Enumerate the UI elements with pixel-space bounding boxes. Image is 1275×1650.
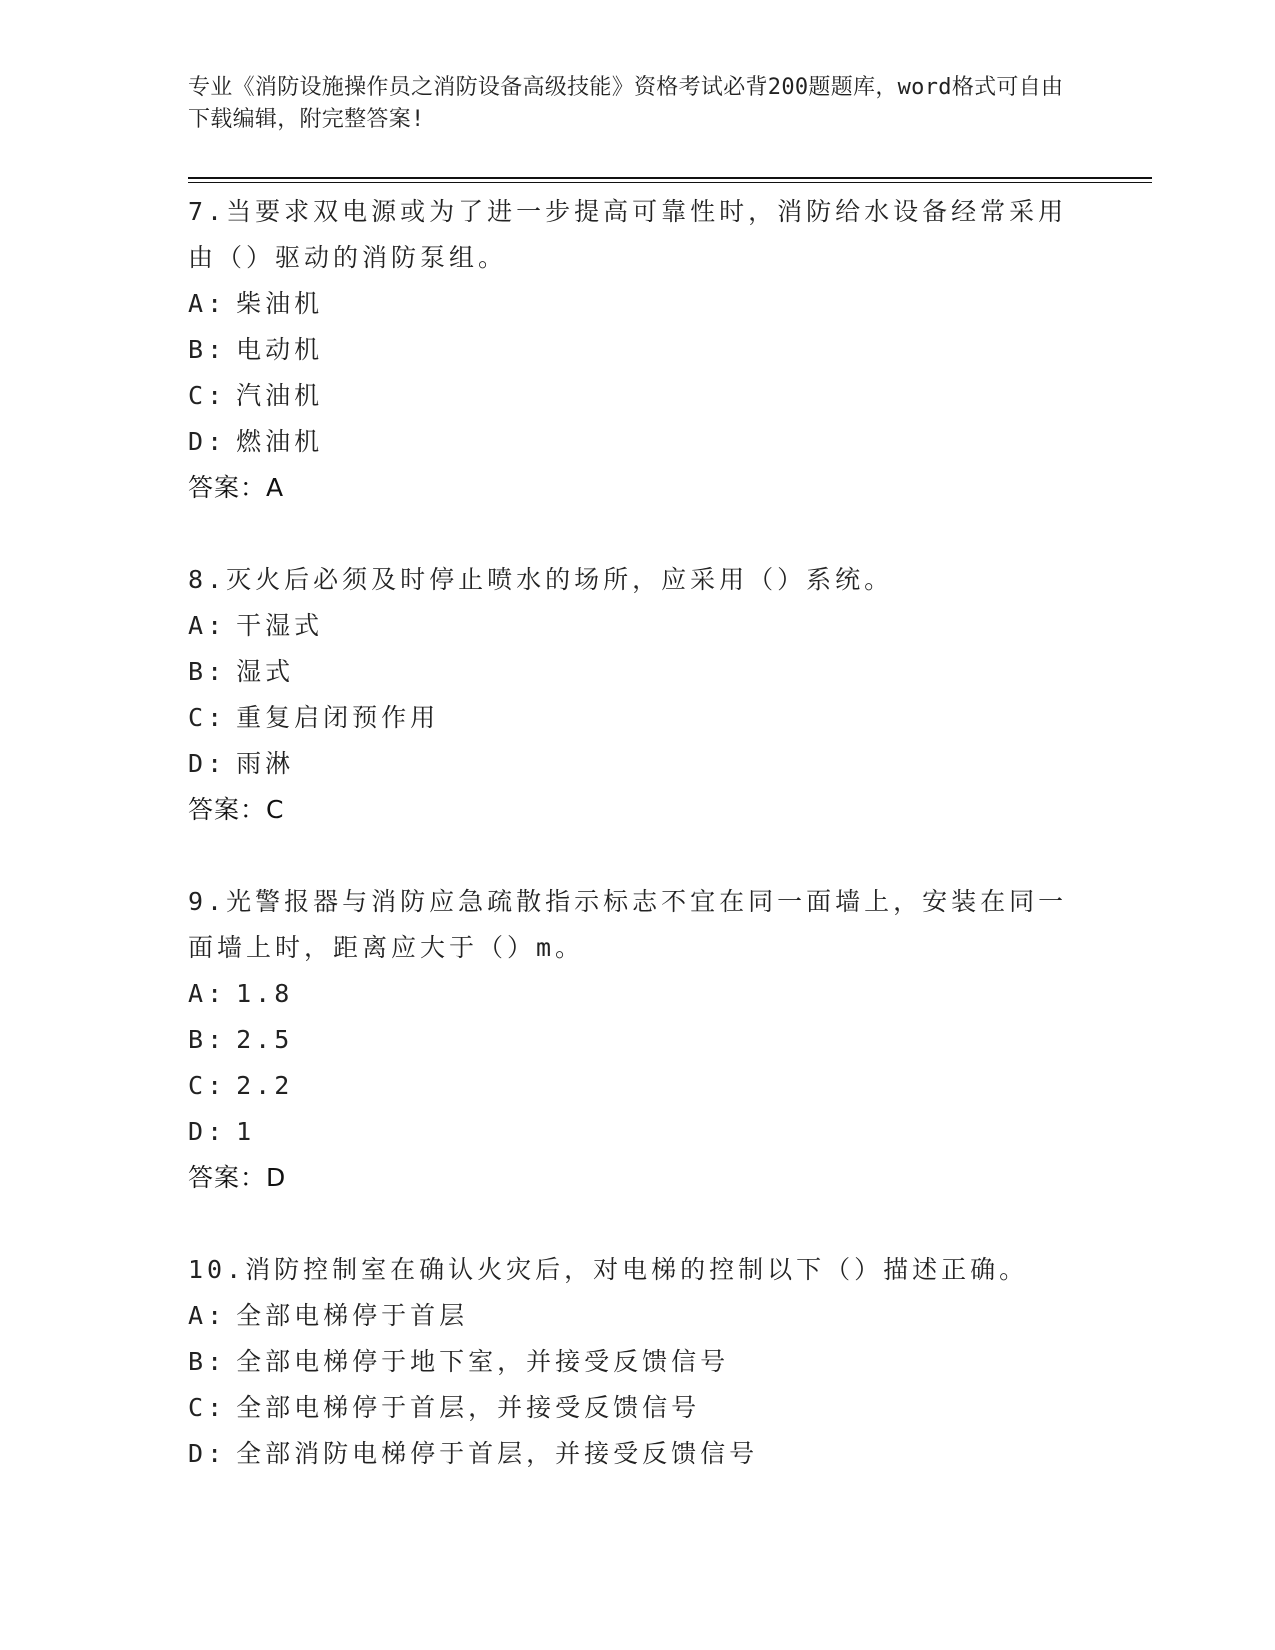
- option-text: 全部电梯停于首层: [236, 1301, 469, 1330]
- option-text: 雨淋: [236, 749, 295, 778]
- option-text: 1.8: [236, 979, 294, 1008]
- option-b: [188, 1339, 1088, 1385]
- option-separator: :: [207, 289, 227, 318]
- option-text: 干湿式: [236, 611, 324, 640]
- question-number: 9.: [188, 887, 227, 916]
- option-d: [188, 741, 1088, 787]
- answer-line: 答案：A: [188, 473, 285, 502]
- document-header: 专业《消防设施操作员之消防设备高级技能》资格考试必背200题题库，word格式可自由下载编辑，附完整答案!: [188, 75, 1064, 132]
- option-letter: B: [188, 657, 208, 686]
- option-letter: C: [188, 1071, 208, 1100]
- option-separator: :: [207, 1301, 227, 1330]
- option-b: [188, 327, 1088, 373]
- option-text: 柴油机: [236, 289, 324, 318]
- option-separator: :: [207, 611, 227, 640]
- option-a: [188, 281, 1088, 327]
- question-stem: 消防控制室在确认火灾后，对电梯的控制以下（）描述正确。: [245, 1255, 1029, 1284]
- option-separator: :: [207, 657, 227, 686]
- option-a: [188, 603, 1088, 649]
- option-text: 全部电梯停于地下室，并接受反馈信号: [236, 1347, 730, 1376]
- option-text: 汽油机: [236, 381, 324, 410]
- option-separator: :: [207, 1439, 227, 1468]
- option-letter: D: [188, 427, 208, 456]
- option-c: [188, 695, 1088, 741]
- option-c: [188, 1385, 1088, 1431]
- option-letter: C: [188, 703, 208, 732]
- option-text: 全部电梯停于首层，并接受反馈信号: [236, 1393, 701, 1422]
- question-number: 10.: [188, 1255, 246, 1284]
- option-separator: :: [207, 335, 227, 364]
- option-text: 湿式: [236, 657, 295, 686]
- option-separator: :: [207, 427, 227, 456]
- option-separator: :: [207, 979, 227, 1008]
- option-a: [188, 971, 1088, 1017]
- option-a: [188, 1293, 1088, 1339]
- option-letter: C: [188, 381, 208, 410]
- option-letter: B: [188, 335, 208, 364]
- header-divider-thin: [188, 182, 1152, 183]
- option-b: [188, 1017, 1088, 1063]
- option-text: 1: [236, 1117, 256, 1146]
- option-separator: :: [207, 381, 227, 410]
- question-9: [188, 879, 1088, 1201]
- question-list: [188, 189, 1088, 1523]
- option-text: 燃油机: [236, 427, 324, 456]
- option-b: [188, 649, 1088, 695]
- question-text: [188, 557, 1088, 603]
- option-c: [188, 1063, 1088, 1109]
- option-separator: :: [207, 703, 227, 732]
- question-8: [188, 557, 1088, 833]
- question-stem: 灭火后必须及时停止喷水的场所，应采用（）系统。: [226, 565, 894, 594]
- question-text: [188, 1247, 1088, 1293]
- option-letter: A: [188, 611, 208, 640]
- option-d: [188, 419, 1088, 465]
- question-7: [188, 189, 1088, 511]
- option-separator: :: [207, 749, 227, 778]
- option-separator: :: [207, 1117, 227, 1146]
- option-letter: D: [188, 1117, 208, 1146]
- question-stem: 当要求双电源或为了进一步提高可靠性时，消防给水设备经常采用由（）驱动的消防泵组。: [188, 197, 1068, 272]
- option-letter: D: [188, 749, 208, 778]
- answer-line: 答案：C: [188, 795, 285, 824]
- option-separator: :: [207, 1025, 227, 1054]
- option-text: 2.2: [236, 1071, 294, 1100]
- option-separator: :: [207, 1071, 227, 1100]
- option-d: [188, 1431, 1088, 1477]
- option-separator: :: [207, 1347, 227, 1376]
- option-separator: :: [207, 1393, 227, 1422]
- answer-line: 答案：D: [188, 1163, 287, 1192]
- option-letter: A: [188, 289, 208, 318]
- question-number: 7.: [188, 197, 227, 226]
- option-letter: A: [188, 1301, 208, 1330]
- option-text: 重复启闭预作用: [236, 703, 440, 732]
- question-text: [188, 879, 1088, 971]
- option-c: [188, 373, 1088, 419]
- option-letter: A: [188, 979, 208, 1008]
- question-text: [188, 189, 1088, 281]
- question-stem: 光警报器与消防应急疏散指示标志不宜在同一面墙上，安装在同一面墙上时，距离应大于（）m。: [188, 887, 1068, 962]
- option-letter: B: [188, 1025, 208, 1054]
- option-text: 2.5: [236, 1025, 294, 1054]
- option-d: [188, 1109, 1088, 1155]
- option-text: 全部消防电梯停于首层，并接受反馈信号: [236, 1439, 759, 1468]
- option-letter: B: [188, 1347, 208, 1376]
- header-divider-thick: [188, 177, 1152, 179]
- option-letter: C: [188, 1393, 208, 1422]
- option-text: 电动机: [236, 335, 324, 364]
- question-number: 8.: [188, 565, 227, 594]
- question-10: [188, 1247, 1088, 1477]
- option-letter: D: [188, 1439, 208, 1468]
